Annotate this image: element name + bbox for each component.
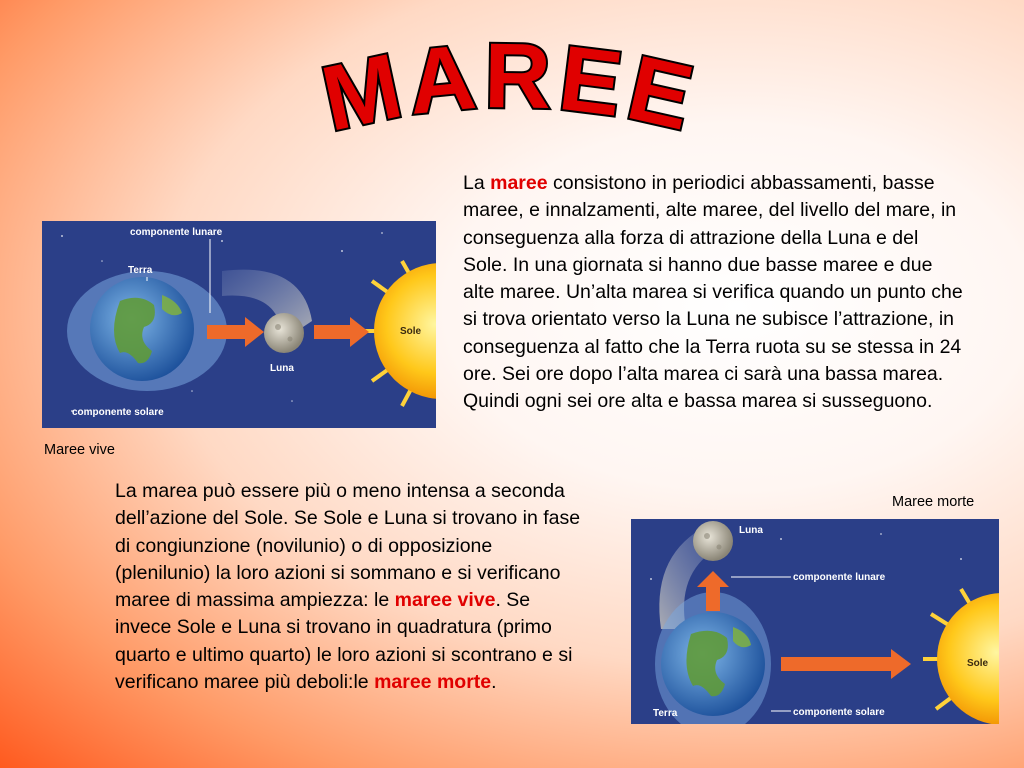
title-text: MAREE [313,40,708,150]
label-terra: Terra [653,708,678,719]
title-art [280,40,740,150]
svg-text:MAREE [314,40,708,150]
paragraph-intensity-part3: . [491,671,497,694]
label-componente-lunare: componente lunare [130,227,223,238]
diagram-maree-morte [631,519,999,724]
paragraph-intensity-part2: . Se invece Sole e Luna si trovano in quadratura (primo quarto e ultimo quarto) le loro azioni si scontrano e si verificano maree più deboli:le [115,589,573,694]
label-terra: Terra [128,265,153,276]
paragraph-intro-post: consistono in periodici abbassamenti, basse maree, e innalzamenti, alte maree, del livello del mare, in conseguenza alla forza di attrazione della Luna e del Sole. In una giornata si hanno due basse maree e due alte maree. Un’alta marea si verifica quando un punto che si trova orientato verso la Luna ne subisce l’attrazione, in conseguenza al fatto che la Terra ruota su se stessa in 24 ore. Sei ore dopo l’alta marea ci sarà una bassa marea. Quindi ogni sei ore alta e bassa marea si susseguono. [463,172,963,413]
earth-icon [661,612,765,716]
paragraph-intro-pre: La [463,172,491,194]
caption-maree-morte: Maree morte [892,494,975,510]
moon-icon [264,313,304,353]
moon-icon [693,521,733,561]
highlight-maree: maree [490,172,548,194]
paragraph-intro [463,170,963,416]
earth-icon [90,277,194,381]
highlight-maree-vive: maree vive [394,589,496,612]
label-sole: Sole [967,658,989,669]
label-luna: Luna [270,363,294,374]
label-luna: Luna [739,525,763,536]
paragraph-intensity-part1: La marea può essere più o meno intensa a seconda dell’azione del Sole. Se Sole e Luna si trovano in fase di congiunzione (novilunio) o di opposizione (plenilunio) la loro azioni si sommano e si verificano maree di massima ampiezza: le [115,480,581,612]
label-sole: Sole [400,326,422,337]
page-title [280,40,740,150]
label-componente-solare: componente solare [793,707,885,718]
paragraph-intensity [115,478,585,696]
caption-maree-vive: Maree vive [44,442,115,458]
highlight-maree-morte: maree morte [374,671,492,694]
diagram-maree-vive [42,221,436,428]
label-componente-lunare: componente lunare [793,572,886,583]
label-componente-solare: componente solare [72,407,164,418]
